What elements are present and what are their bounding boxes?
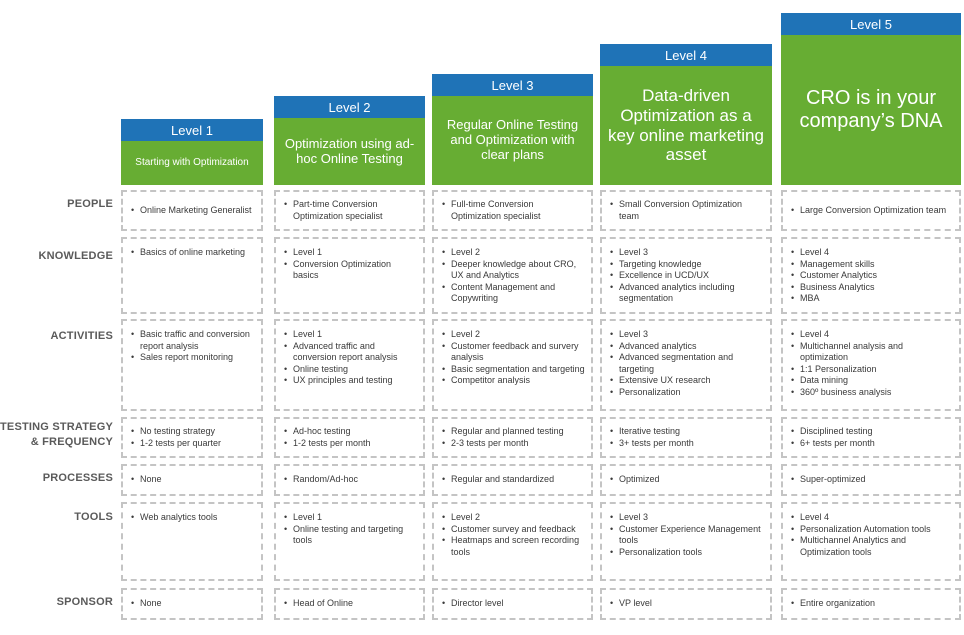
matrix-cell xyxy=(121,417,263,458)
bullet-item: • Extensive UX research xyxy=(610,375,764,387)
bullet-list xyxy=(284,199,417,222)
bullet-item: • Super-optimized xyxy=(791,474,953,486)
bullet-list xyxy=(791,598,953,610)
matrix-cell xyxy=(274,417,425,458)
matrix-cell xyxy=(432,237,593,314)
bullet-list xyxy=(791,247,953,305)
matrix-cell xyxy=(432,588,593,620)
row-label-0: PEOPLE xyxy=(67,198,113,210)
bullet-list xyxy=(131,247,255,259)
bullet-item: • Customer survey and feedback xyxy=(442,524,585,536)
bullet-item: • Full-time Conversion Optimization specialist xyxy=(442,199,585,222)
bullet-list xyxy=(791,512,953,558)
bullet-item: • Advanced analytics including segmentation xyxy=(610,282,764,305)
bullet-list xyxy=(131,426,255,449)
bullet-item: • Optimized xyxy=(610,474,764,486)
bullet-item: • UX principles and testing xyxy=(284,375,417,387)
level-3-badge: Level 3 xyxy=(432,74,593,96)
bullet-item: • 1-2 tests per month xyxy=(284,438,417,450)
bullet-item: • Personalization xyxy=(610,387,764,399)
bullet-item: • Advanced analytics xyxy=(610,341,764,353)
bullet-item: • VP level xyxy=(610,598,764,610)
bullet-item: • Level 3 xyxy=(610,329,764,341)
bullet-item: • Level 4 xyxy=(791,247,953,259)
bullet-list xyxy=(442,474,585,486)
bullet-item: • Level 4 xyxy=(791,512,953,524)
bullet-item: • Level 2 xyxy=(442,247,585,259)
bullet-list xyxy=(610,199,764,222)
bullet-list xyxy=(442,426,585,449)
level-1-badge: Level 1 xyxy=(121,119,263,141)
bullet-item: • Management skills xyxy=(791,259,953,271)
bullet-list xyxy=(284,598,417,610)
bullet-list xyxy=(791,329,953,398)
bullet-item: • Level 2 xyxy=(442,329,585,341)
matrix-cell xyxy=(121,319,263,411)
bullet-list xyxy=(284,329,417,387)
bullet-item: • Conversion Optimization basics xyxy=(284,259,417,282)
bullet-item: • Random/Ad-hoc xyxy=(284,474,417,486)
bullet-item: • Customer Analytics xyxy=(791,270,953,282)
matrix-cell xyxy=(121,190,263,231)
bullet-item: • Regular and standardized xyxy=(442,474,585,486)
matrix-cell xyxy=(121,237,263,314)
bullet-item: • Deeper knowledge about CRO, UX and Analytics xyxy=(442,259,585,282)
matrix-cell xyxy=(432,464,593,496)
matrix-cell xyxy=(432,502,593,581)
bullet-item: • Entire organization xyxy=(791,598,953,610)
matrix-cell xyxy=(600,190,772,231)
bullet-list xyxy=(131,205,255,217)
matrix-cell xyxy=(781,588,961,620)
matrix-cell xyxy=(121,502,263,581)
bullet-item: • Level 2 xyxy=(442,512,585,524)
bullet-list xyxy=(610,512,764,558)
bullet-item: • Heatmaps and screen recording tools xyxy=(442,535,585,558)
matrix-cell xyxy=(781,417,961,458)
bullet-item: • Online testing xyxy=(284,364,417,376)
matrix-cell xyxy=(781,190,961,231)
matrix-cell xyxy=(600,464,772,496)
bullet-list xyxy=(791,205,953,217)
bullet-item: • Personalization Automation tools xyxy=(791,524,953,536)
bullet-item: • Level 3 xyxy=(610,247,764,259)
bullet-item: • Business Analytics xyxy=(791,282,953,294)
bullet-list xyxy=(284,474,417,486)
bullet-list xyxy=(610,329,764,398)
bullet-list xyxy=(442,199,585,222)
bullet-item: • 1-2 tests per quarter xyxy=(131,438,255,450)
bullet-list xyxy=(442,512,585,558)
bullet-list xyxy=(131,598,255,610)
matrix-cell xyxy=(274,319,425,411)
matrix-cell xyxy=(600,588,772,620)
matrix-cell xyxy=(121,588,263,620)
bullet-list xyxy=(791,474,953,486)
bullet-item: • Basic traffic and conversion report analysis xyxy=(131,329,255,352)
bullet-item: • 3+ tests per month xyxy=(610,438,764,450)
matrix-cell xyxy=(600,319,772,411)
bullet-list xyxy=(284,247,417,282)
level-5-title: CRO is in your company’s DNA xyxy=(781,35,961,185)
matrix-cell xyxy=(600,417,772,458)
bullet-item: • Targeting knowledge xyxy=(610,259,764,271)
matrix-cell xyxy=(600,237,772,314)
bullet-list xyxy=(284,512,417,547)
matrix-cell xyxy=(432,319,593,411)
matrix-cell xyxy=(121,464,263,496)
bullet-item: • Web analytics tools xyxy=(131,512,255,524)
bullet-item: • Advanced segmentation and targeting xyxy=(610,352,764,375)
bullet-list xyxy=(610,426,764,449)
bullet-item: • Data mining xyxy=(791,375,953,387)
bullet-item: • None xyxy=(131,598,255,610)
bullet-item: • Multichannel Analytics and Optimization tools xyxy=(791,535,953,558)
bullet-list xyxy=(610,247,764,305)
bullet-item: • Large Conversion Optimization team xyxy=(791,205,953,217)
matrix-cell xyxy=(781,319,961,411)
bullet-item: • Basics of online marketing xyxy=(131,247,255,259)
matrix-cell xyxy=(781,502,961,581)
bullet-list xyxy=(131,512,255,524)
matrix-cell xyxy=(274,464,425,496)
bullet-item: • Level 4 xyxy=(791,329,953,341)
bullet-item: • Personalization tools xyxy=(610,547,764,559)
bullet-item: • 2-3 tests per month xyxy=(442,438,585,450)
level-3-title: Regular Online Testing and Optimization with clear plans xyxy=(432,96,593,185)
bullet-item: • Level 1 xyxy=(284,512,417,524)
bullet-item: • Level 1 xyxy=(284,329,417,341)
bullet-item: • Iterative testing xyxy=(610,426,764,438)
bullet-item: • Content Management and Copywriting xyxy=(442,282,585,305)
bullet-item: • Multichannel analysis and optimization xyxy=(791,341,953,364)
bullet-list xyxy=(610,474,764,486)
level-2-badge: Level 2 xyxy=(274,96,425,118)
bullet-item: • Small Conversion Optimization team xyxy=(610,199,764,222)
matrix-cell xyxy=(274,502,425,581)
bullet-item: • Level 1 xyxy=(284,247,417,259)
bullet-list xyxy=(131,329,255,364)
matrix-cell xyxy=(600,502,772,581)
bullet-item: • MBA xyxy=(791,293,953,305)
bullet-list xyxy=(442,598,585,610)
matrix-cell xyxy=(432,417,593,458)
row-label-6: SPONSOR xyxy=(56,596,113,608)
matrix-cell xyxy=(274,237,425,314)
bullet-item: • Customer feedback and survery analysis xyxy=(442,341,585,364)
level-5-badge: Level 5 xyxy=(781,13,961,35)
level-2-title: Optimization using ad-hoc Online Testing xyxy=(274,118,425,185)
matrix-cell xyxy=(274,588,425,620)
level-4-badge: Level 4 xyxy=(600,44,772,66)
bullet-item: • Sales report monitoring xyxy=(131,352,255,364)
bullet-item: • Ad-hoc testing xyxy=(284,426,417,438)
bullet-item: • Excellence in UCD/UX xyxy=(610,270,764,282)
bullet-item: • Disciplined testing xyxy=(791,426,953,438)
bullet-item: • Online testing and targeting tools xyxy=(284,524,417,547)
row-label-5: TOOLS xyxy=(74,511,113,523)
bullet-item: • 6+ tests per month xyxy=(791,438,953,450)
matrix-cell xyxy=(274,190,425,231)
bullet-item: • Advanced traffic and conversion report analysis xyxy=(284,341,417,364)
row-label-3: TESTING STRATEGY & FREQUENCY xyxy=(0,421,114,448)
bullet-item: • None xyxy=(131,474,255,486)
bullet-item: • No testing strategy xyxy=(131,426,255,438)
bullet-item: • Part-time Conversion Optimization specialist xyxy=(284,199,417,222)
bullet-item: • 360º business analysis xyxy=(791,387,953,399)
bullet-list xyxy=(791,426,953,449)
row-label-4: PROCESSES xyxy=(42,472,113,484)
matrix-cell xyxy=(781,464,961,496)
bullet-item: • Customer Experience Management tools xyxy=(610,524,764,547)
bullet-list xyxy=(442,247,585,305)
bullet-item: • Level 3 xyxy=(610,512,764,524)
bullet-list xyxy=(284,426,417,449)
matrix-cell xyxy=(781,237,961,314)
bullet-item: • Head of Online xyxy=(284,598,417,610)
bullet-list xyxy=(610,598,764,610)
level-1-title: Starting with Optimization xyxy=(121,141,263,185)
bullet-list xyxy=(131,474,255,486)
bullet-item: • Regular and planned testing xyxy=(442,426,585,438)
bullet-list xyxy=(442,329,585,387)
bullet-item: • Competitor analysis xyxy=(442,375,585,387)
bullet-item: • 1:1 Personalization xyxy=(791,364,953,376)
matrix-cell xyxy=(432,190,593,231)
bullet-item: • Online Marketing Generalist xyxy=(131,205,255,217)
level-4-title: Data-driven Optimization as a key online marketing asset xyxy=(600,66,772,185)
bullet-item: • Basic segmentation and targeting xyxy=(442,364,585,376)
row-label-1: KNOWLEDGE xyxy=(38,250,113,262)
row-label-2: ACTIVITIES xyxy=(50,330,113,342)
bullet-item: • Director level xyxy=(442,598,585,610)
